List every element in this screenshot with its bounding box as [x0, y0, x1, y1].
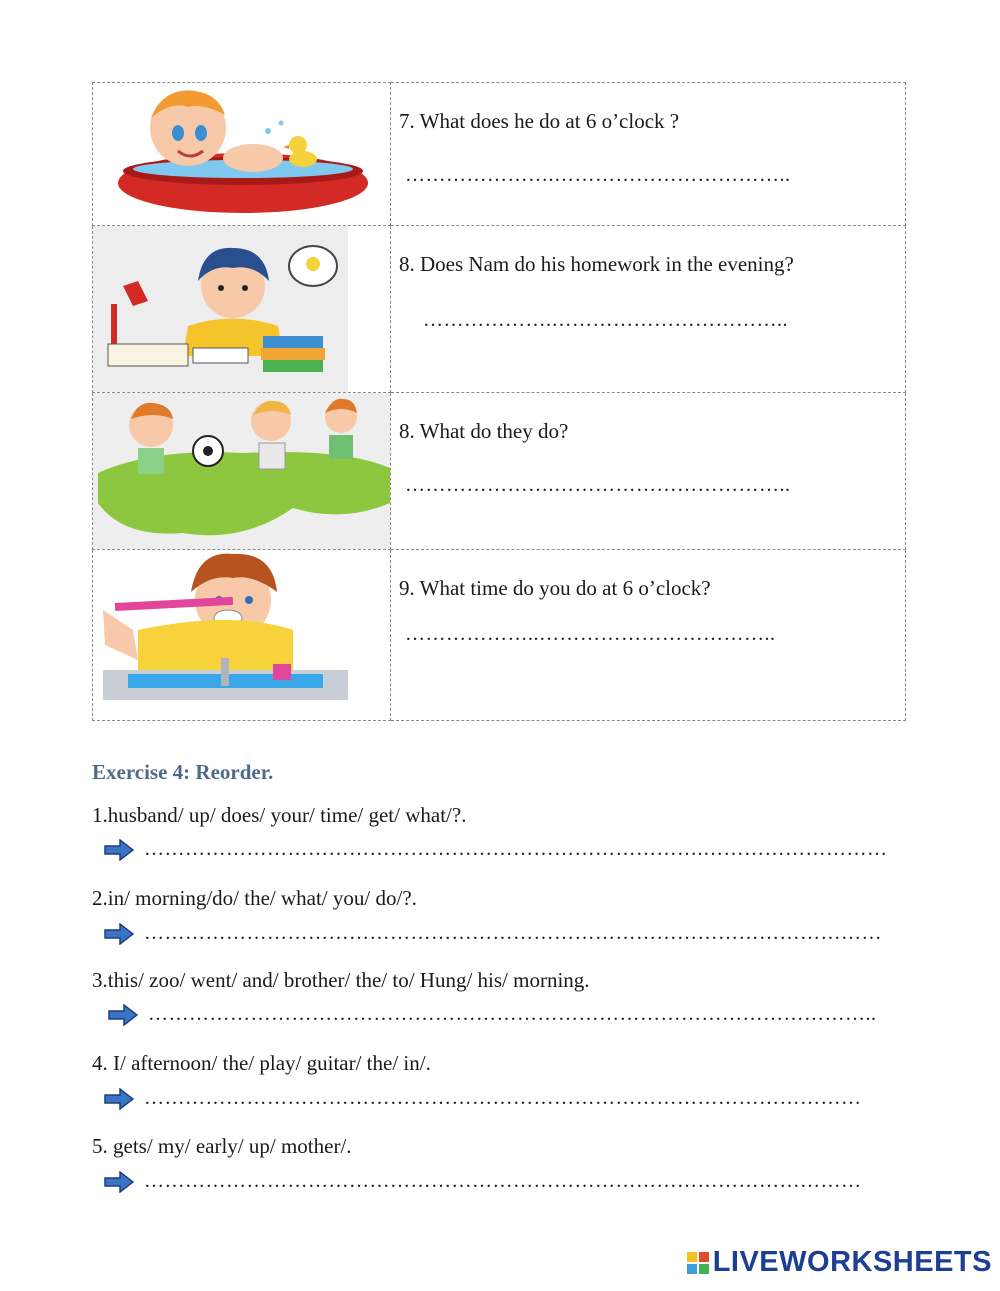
- question-text: 8. What do they do?: [399, 419, 569, 443]
- reorder-prompt: 1.husband/ up/ does/ your/ time/ get/ what/?.: [92, 803, 467, 827]
- answer-line[interactable]: ……………………………………………………………………….………………………: [144, 838, 888, 860]
- question-row: [93, 83, 906, 226]
- question-text: 9. What time do you do at 6 o’clock?: [399, 576, 711, 600]
- logo-blocks-icon: [687, 1252, 709, 1274]
- logo-text: LIVEWORKSHEETS: [712, 1246, 992, 1278]
- reorder-prompt: 3.this/ zoo/ went/ and/ brother/ the/ to/ Hung/ his/ morning.: [92, 968, 590, 992]
- answer-line[interactable]: ………………….……………………………..: [405, 164, 791, 186]
- reorder-prompt: 2.in/ morning/do/ the/ what/ you/ do/?.: [92, 886, 417, 910]
- questions-table: [92, 82, 906, 721]
- arrow-right-icon: [104, 1171, 134, 1193]
- arrow-right-icon: [104, 923, 134, 945]
- answer-row: [104, 922, 882, 945]
- playing-football-image: [93, 393, 391, 550]
- reorder-prompt: 4. I/ afternoon/ the/ play/ guitar/ the/ in/.: [92, 1051, 431, 1075]
- answer-row: [108, 1003, 877, 1026]
- question-text: 7. What does he do at 6 o’clock ?: [399, 109, 680, 133]
- question-cell: [391, 226, 906, 393]
- answer-line[interactable]: ………………….……………………………..: [405, 474, 791, 496]
- answer-line[interactable]: ………………………………………………………………………………………………: [144, 922, 882, 944]
- reorder-prompt: 5. gets/ my/ early/ up/ mother/.: [92, 1134, 352, 1158]
- brushing-teeth-image: [93, 550, 391, 721]
- answer-line[interactable]: ……………….……………………………..: [423, 309, 788, 331]
- answer-line[interactable]: ………………..……………………………..: [405, 623, 776, 645]
- question-text: 8. Does Nam do his homework in the evening?: [399, 252, 794, 276]
- arrow-right-icon: [108, 1004, 138, 1026]
- question-cell: [391, 393, 906, 550]
- question-row: [93, 550, 906, 721]
- homework-boy-image: [93, 226, 391, 393]
- arrow-right-icon: [104, 1088, 134, 1110]
- answer-line[interactable]: ……………………………………………………………………………………………: [144, 1087, 862, 1109]
- question-row: [93, 226, 906, 393]
- answer-row: [104, 1170, 862, 1193]
- answer-line[interactable]: ……………………………………………………………………………………………..: [148, 1003, 877, 1025]
- answer-row: [104, 1087, 862, 1110]
- exercise-title: Exercise 4: Reorder.: [92, 760, 274, 784]
- answer-row: [104, 838, 888, 861]
- arrow-right-icon: [104, 839, 134, 861]
- question-cell: [391, 83, 906, 226]
- liveworksheets-logo[interactable]: [687, 1246, 992, 1279]
- question-cell: [391, 550, 906, 721]
- answer-line[interactable]: ……………………………………………………………………………………………: [144, 1170, 862, 1192]
- bathing-baby-image: [93, 83, 391, 226]
- question-row: [93, 393, 906, 550]
